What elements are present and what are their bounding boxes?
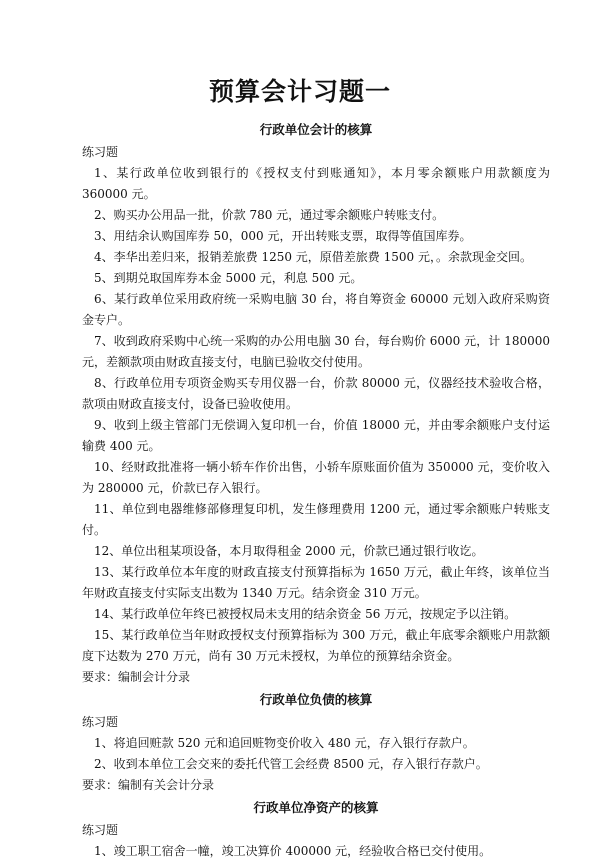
exercise-item: 9、收到上级主管部门无偿调入复印机一台，价值 18000 元，并由零余额账户支付运输费 400 元。 [82, 418, 550, 453]
requirement-text: 要求：编制有关会计分录 [82, 778, 215, 792]
exercise-item: 13、某行政单位本年度的财政直接支付预算指标为 1650 万元，截止年终，该单位当年财政直接支付实际支出数为 1340 万元。结余资金 310 万元。 [82, 565, 550, 600]
exercise-item: 7、收到政府采购中心统一采购的办公用电脑 30 台，每台购价 6000 元，计 180000 元，差额款项由财政直接支付，电脑已验收交付使用。 [82, 334, 550, 369]
document-title: 预算会计习题一 [208, 77, 391, 106]
exercise-item: 4、李华出差归来，报销差旅费 1250 元，原借差旅费 1500 元，。余款现金交回。 [94, 250, 532, 264]
exercise-item: 11、单位到电器维修部修理复印机，发生修理费用 1200 元，通过零余额账户转账支付。 [82, 502, 550, 537]
exercise-item: 12、单位出租某项设备，本月取得租金 2000 元，价款已通过银行收讫。 [94, 544, 484, 558]
section-net-assets [82, 796, 550, 862]
section-heading: 行政单位会计的核算 [259, 122, 373, 137]
exercise-item: 1、某行政单位收到银行的《授权支付到账通知》，本月零余额账户用款额度为 360000 元。 [82, 166, 550, 201]
requirement-text: 要求：编制会计分录 [82, 670, 191, 684]
document-body [82, 118, 550, 862]
section-administrative-accounting [82, 118, 550, 688]
exercise-item: 1、将追回赃款 520 元和追回赃物变价收入 480 元，存入银行存款户。 [94, 736, 475, 750]
exercise-label: 练习题 [82, 823, 119, 837]
section-liabilities [82, 688, 550, 796]
exercise-item: 2、购买办公用品一批，价款 780 元，通过零余额账户转账支付。 [94, 208, 445, 222]
exercise-item: 1、竣工职工宿舍一幢，竣工决算价 400000 元，经验收合格已交付使用。 [94, 844, 492, 858]
exercise-item: 10、经财政批准将一辆小轿车作价出售，小轿车原账面价值为 350000 元，变价收入为 280000 元，价款已存入银行。 [82, 460, 550, 495]
exercise-item: 15、某行政单位当年财政授权支付预算指标为 300 万元，截止年底零余额账户用款额度下达数为 270 万元，尚有 30 万元未授权，为单位的预算结余资金。 [82, 628, 550, 663]
exercise-item: 8、行政单位用专项资金购买专用仪器一台，价款 80000 元，仪器经技术验收合格，款项由财政直接支付，设备已验收使用。 [82, 376, 550, 411]
exercise-item: 3、用结余认购国库券 50，000 元，开出转账支票，取得等值国库券。 [94, 229, 472, 243]
exercise-item: 14、某行政单位年终已被授权局未支用的结余资金 56 万元，按规定予以注销。 [94, 607, 517, 621]
section-heading: 行政单位净资产的核算 [253, 800, 379, 815]
exercise-label: 练习题 [82, 715, 119, 729]
exercise-item: 5、到期兑取国库券本金 5000 元，利息 500 元。 [94, 271, 363, 285]
exercise-item: 6、某行政单位采用政府统一采购电脑 30 台，将自筹资金 60000 元划入政府采购资金专户。 [82, 292, 550, 327]
exercise-label: 练习题 [82, 145, 119, 159]
exercise-item: 2、收到本单位工会交来的委托代管工会经费 8500 元，存入银行存款户。 [94, 757, 488, 771]
section-heading: 行政单位负债的核算 [259, 692, 373, 707]
